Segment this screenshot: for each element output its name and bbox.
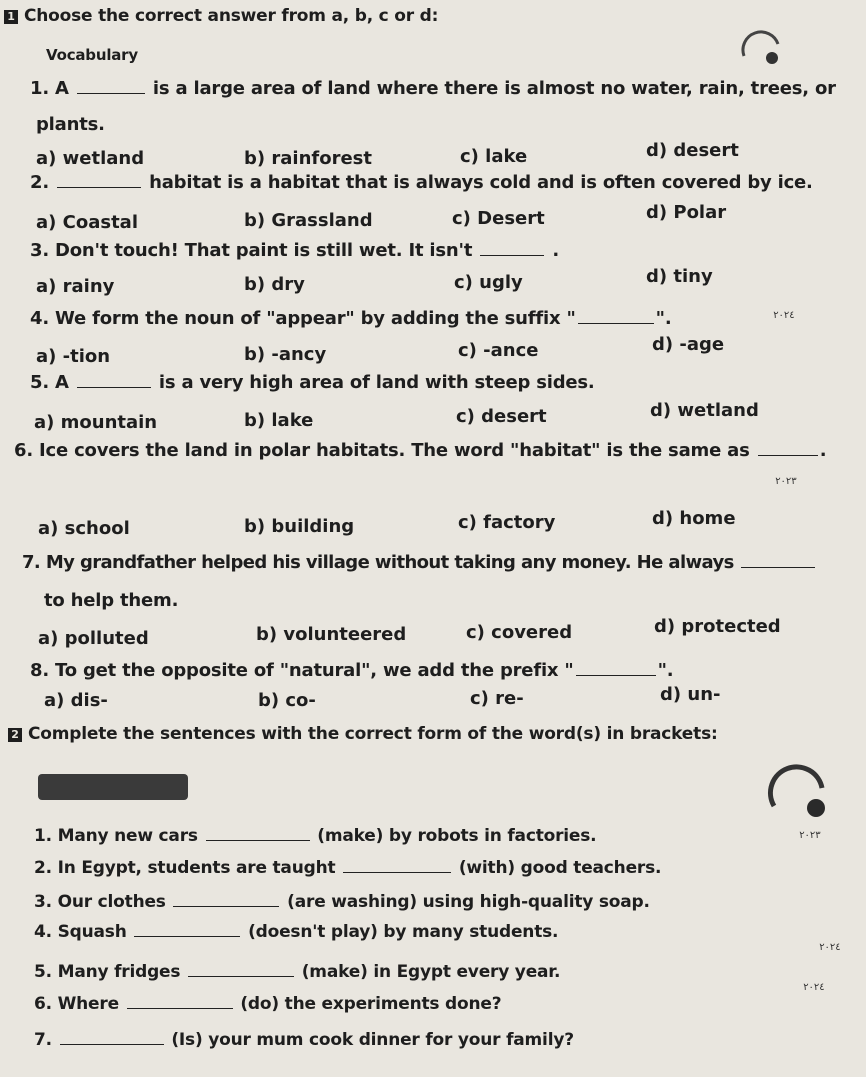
q5-option-a[interactable]: a) mountain: [34, 412, 158, 433]
question-1-line2: plants.: [36, 114, 105, 135]
q3-option-a[interactable]: a) rainy: [36, 276, 115, 297]
q4-exam-note: ٢٠٢٤ ‏: [770, 310, 795, 321]
timer-icon: [738, 26, 786, 70]
question-6-text: 6. Ice covers the land in polar habitats. The word "habitat" is the same as .: [14, 440, 827, 461]
q6-exam-note: ٢٠٢٣ ‏: [772, 476, 797, 487]
q4-option-a[interactable]: a) -tion: [36, 346, 111, 367]
sentence-1: 1. Many new cars (make) by robots in factories.: [34, 826, 597, 846]
section-2-number: 2: [8, 728, 22, 742]
section-2-title: Complete the sentences with the correct form of the word(s) in brackets:: [28, 724, 718, 744]
sentence-2: 2. In Egypt, students are taught (with) good teachers.: [34, 858, 662, 878]
section-1-number: 1: [4, 10, 18, 24]
question-1-text: 1. A is a large area of land where there is almost no water, rain, trees, or: [30, 78, 836, 99]
sentence-5: 5. Many fridges (make) in Egypt every year.: [34, 962, 561, 982]
sentence-6: 6. Where (do) the experiments done?: [34, 994, 502, 1014]
q5-option-b[interactable]: b) lake: [244, 410, 314, 431]
q6-option-c[interactable]: c) factory: [458, 512, 556, 533]
q8-option-a[interactable]: a) dis-: [44, 690, 108, 711]
sentence-7: 7. (Is) your mum cook dinner for your family?: [34, 1030, 574, 1050]
q8-option-c[interactable]: c) re-: [470, 688, 524, 709]
question-8-text: 8. To get the opposite of "natural", we add the prefix " ".: [30, 660, 674, 681]
q2-option-a[interactable]: a) Coastal: [36, 212, 138, 233]
q3-option-b[interactable]: b) dry: [244, 274, 305, 295]
q1-option-b[interactable]: b) rainforest: [244, 148, 372, 169]
q4-option-d[interactable]: d) -age: [652, 334, 725, 355]
sentence-4: 4. Squash (doesn't play) by many students.: [34, 922, 559, 942]
grammar-banner: [38, 774, 188, 800]
question-4-text: 4. We form the noun of "appear" by adding the suffix " ".: [30, 308, 672, 329]
q4-option-c[interactable]: c) -ance: [458, 340, 539, 361]
q6-option-d[interactable]: d) home: [652, 508, 736, 529]
q7-option-c[interactable]: c) covered: [466, 622, 573, 643]
timer-icon-2: [762, 760, 834, 822]
sentence-3: 3. Our clothes (are washing) using high-quality soap.: [34, 892, 650, 912]
section-1-title: Choose the correct answer from a, b, c or d:: [24, 6, 439, 26]
q1-option-d[interactable]: d) desert: [646, 140, 739, 161]
section-1-heading: [4, 6, 438, 26]
q1-option-c[interactable]: c) lake: [460, 146, 528, 167]
q8-option-b[interactable]: b) co-: [258, 690, 316, 711]
q2-option-d[interactable]: d) Polar: [646, 202, 727, 223]
q4-option-b[interactable]: b) -ancy: [244, 344, 327, 365]
question-3-text: 3. Don't touch! That paint is still wet. It isn't .: [30, 240, 560, 261]
sentence-4-note: ٢٠٢٤ ‏: [816, 942, 841, 953]
q3-option-d[interactable]: d) tiny: [646, 266, 713, 287]
question-2-text: 2. habitat is a habitat that is always cold and is often covered by ice.: [30, 172, 813, 193]
q3-option-c[interactable]: c) ugly: [454, 272, 523, 293]
q7-option-d[interactable]: d) protected: [654, 616, 781, 637]
question-5-text: 5. A is a very high area of land with steep sides.: [30, 372, 595, 393]
q7-option-b[interactable]: b) volunteered: [256, 624, 407, 645]
sentence-5-note: ٢٠٢٤ ‏: [800, 982, 825, 993]
q5-option-d[interactable]: d) wetland: [650, 400, 759, 421]
q7-option-a[interactable]: a) polluted: [38, 628, 149, 649]
q8-option-d[interactable]: d) un-: [660, 684, 721, 705]
section-1-subtitle: Vocabulary: [46, 46, 138, 64]
q2-option-c[interactable]: c) Desert: [452, 208, 545, 229]
sentence-1-note: ٢٠٢٣ ‏: [796, 830, 821, 841]
section-2-heading: [8, 724, 718, 744]
q6-option-b[interactable]: b) building: [244, 516, 355, 537]
question-7-line2: to help them.: [44, 590, 179, 611]
q2-option-b[interactable]: b) Grassland: [244, 210, 373, 231]
question-7-text: 7. My grandfather helped his village without taking any money. He always: [22, 552, 817, 573]
q5-option-c[interactable]: c) desert: [456, 406, 547, 427]
q1-option-a[interactable]: a) wetland: [36, 148, 145, 169]
q6-option-a[interactable]: a) school: [38, 518, 130, 539]
